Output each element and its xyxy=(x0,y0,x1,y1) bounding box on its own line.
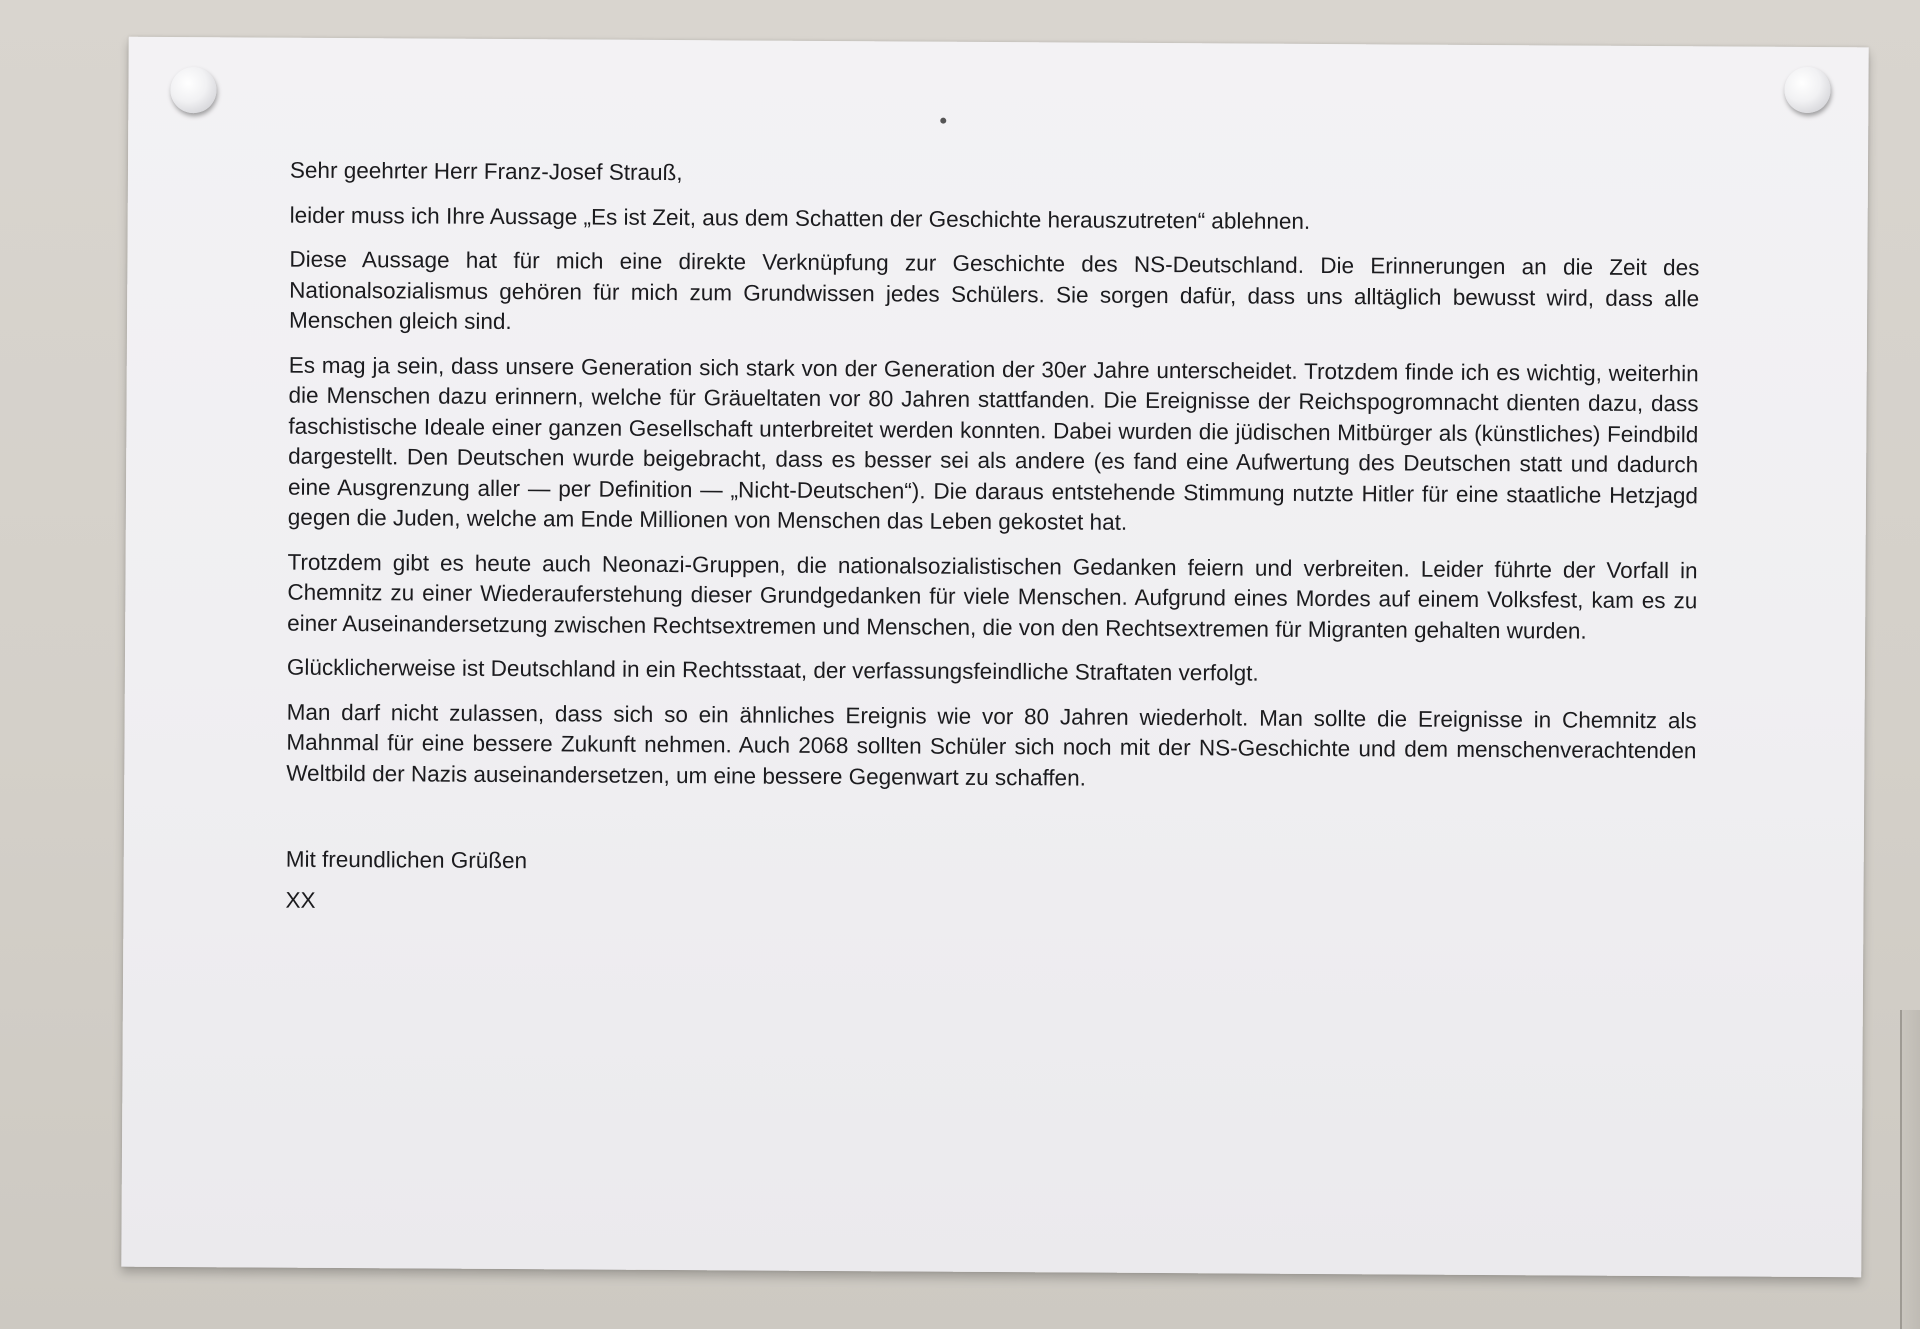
magnet-right-icon xyxy=(1784,67,1830,113)
letter-paragraph-4: Trotzdem gibt es heute auch Neonazi-Gruppen, die nationalsozialistischen Gedanken feiern und verbreiten. Leider führte der Vorfall in Chemnitz zu einer Wiederauferstehung dieser Grundgedanken für viele Menschen. Aufgrund eines Mordes auf einem Volksfest, kam es zu einer Auseinandersetzung zwischen Rechtsextremen und Menschen, die von den Rechtsextremen für Migranten gehalten wurden. xyxy=(287,549,1698,644)
letter-closing-block xyxy=(285,845,1695,925)
letter-paragraph-2: Diese Aussage hat für mich eine direkte Verknüpfung zur Geschichte des NS-Deutschland. Die Erinnerungen an die Zeit des Nationalsozialismus gehören für mich zum Grundwissen jedes Schülers. Sie sorgen dafür, dass uns alltäglich bewusst wird, dass alle Menschen gleich sind. xyxy=(288,246,1700,335)
letter-paragraph-6: Man darf nicht zulassen, dass sich so ein ähnliches Ereignis wie vor 80 Jahren wiederholt. Man sollte die Ereignisse in Chemnitz als Mahnmal für eine bessere Zukunft nehmen. Auch 2068 sollten Schüler sich noch mit der NS-Geschichte und dem menschenverachtenden Weltbild der Nazis auseinandersetzen, um eine bessere Gegenwart zu schaffen. xyxy=(286,699,1697,791)
letter-paragraph-3: Es mag ja sein, dass unsere Generation sich stark von der Generation der 30er Jahre unterscheidet. Trotzdem finde ich es wichtig, weiterhin die Menschen dazu erinnern, welche für Gräueltaten vor 80 Jahren stattfanden. Die Ereignisse der Reichspogromnacht dienten dazu, dass faschistische Ideale einer ganzen Gesellschaft unterbreitet werden konnten. Dabei wurden die jüdischen Mitbürger als (künstliches) Feindbild dargestellt. Den Deutschen wurde beigebracht, dass es besser sei als andere (es fand eine Aufwertung des Deutschen statt und dadurch eine Ausgrenzung aller — per Definition — „Nicht-Deutschen“). Die daraus entstehende Stimmung nutzte Hitler für eine staatliche Hetzjagd gegen die Juden, welche am Ende Millionen von Menschen das Leben gekostet hat. xyxy=(287,352,1699,535)
wall-edge xyxy=(1900,1010,1920,1329)
letter-paragraph-1: leider muss ich Ihre Aussage „Es ist Zeit, aus dem Schatten der Geschichte herauszutreten“ ablehnen. xyxy=(289,202,1311,234)
letter-salutation: Sehr geehrter Herr Franz-Josef Strauß, xyxy=(289,157,683,186)
letter-paragraph-5: Glücklicherweise ist Deutschland in ein Rechtsstaat, der verfassungsfeindliche Straftaten verfolgt. xyxy=(286,654,1259,686)
pin-mark-icon xyxy=(940,118,946,124)
letter-closing: Mit freundlichen Grüßen xyxy=(285,846,528,874)
paper-sheet xyxy=(121,37,1868,1278)
letter-body xyxy=(285,156,1700,935)
letter-signature: XX xyxy=(285,887,316,913)
magnet-left-icon xyxy=(170,67,216,113)
